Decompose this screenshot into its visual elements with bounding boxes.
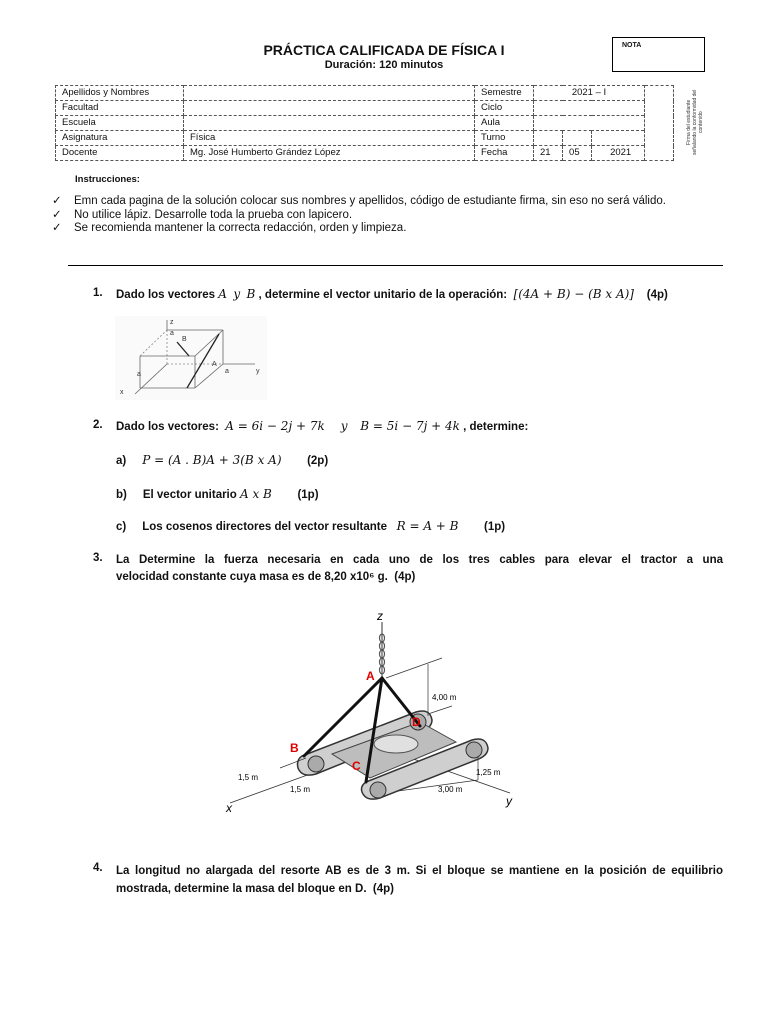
vector-b-definition: B = 5i − 7j + 4k [360,419,460,433]
vector-a: A [218,287,227,301]
axis-label-y: y [506,794,512,808]
table-row [56,116,674,131]
cycle-field[interactable] [534,101,645,116]
fig-label: B [182,336,187,343]
vector-a-definition: A = 6i − 2j + 7k [225,419,325,433]
question-number: 1. [93,287,103,299]
cube-figure [115,316,267,400]
dim-height: 4,00 m [432,693,457,702]
fig-label: A [212,361,217,368]
instruction-text: No utilice lápiz. Desarrolle toda la prueba con lapicero. [74,208,353,221]
instructions-list [52,195,732,236]
part-label: c) [116,521,127,533]
question-text-2: mostrada, determine la masa del bloque en D. [116,883,367,895]
axis-label-z: z [377,609,383,623]
question-4 [93,862,723,898]
dim-length: 3,00 m [438,785,463,794]
label-cell: Apellidos y Nombres [56,86,184,101]
label-cell: Fecha [475,146,534,161]
question-3 [93,552,723,586]
question-text: Dado los vectores: [116,421,219,433]
shift-field-1[interactable] [534,131,563,146]
table-row [56,101,674,116]
duration: Duración: 120 minutos [324,59,444,71]
point-c-label: C [352,759,361,773]
part-label: b) [116,489,127,501]
checkmark-icon: ✓ [52,195,62,207]
point-a-label: A [366,669,375,683]
signature-cell[interactable] [645,86,674,161]
list-item [52,222,732,236]
part-label: a) [116,455,127,467]
fig-label: a [170,330,174,337]
nota-label: NOTA [622,42,642,49]
student-info-table [55,85,674,161]
point-b-label: B [290,741,299,755]
label-cell: Aula [475,116,534,131]
question-text-2: , determine: [463,421,529,433]
faculty-field[interactable] [184,101,475,116]
conjunction: y [233,287,241,301]
part-text: Los cosenos directores del vector resultante [142,521,387,533]
date-month: 05 [563,146,592,161]
part-text: El vector unitario [142,489,237,501]
fig-label: x [120,389,124,396]
school-field[interactable] [184,116,475,131]
table-row [56,86,674,101]
point-d-label: D [412,715,421,729]
subject-value: Física [184,131,475,146]
fig-label: z [170,319,174,326]
question-text-2: velocidad constante cuya masa es de 8,20 x10⁶ g. [116,571,388,583]
label-cell: Turno [475,131,534,146]
shift-field-2[interactable] [563,131,592,146]
classroom-field[interactable] [534,116,645,131]
question-2c [116,519,505,533]
part-formula: P = (A . B)A + 3(B x A) [142,453,282,467]
fig-label: a [225,368,229,375]
date-year: 2021 [592,146,645,161]
table-row [56,146,674,161]
question-number: 4. [93,862,103,874]
question-text: La longitud no alargada del resorte AB es de 3 m. Si el bloque se mantiene en la posición de equilibrio [116,865,723,877]
name-field[interactable] [184,86,475,101]
question-text: Dado los vectores [116,289,216,301]
conjunction: y [340,419,348,433]
operation-formula: [(4A + B) − (B x A)] [513,287,634,301]
points: (1p) [297,489,319,501]
instruction-text: Emn cada pagina de la solución colocar sus nombres y apellidos, código de estudiante firma, sin eso no será válido. [74,195,666,207]
table-row [56,131,674,146]
signature-caption: Firma del estudiante señalando la conformidad del contenido [686,89,704,155]
part-formula: R = A + B [396,519,459,533]
points: (2p) [307,455,329,467]
vector-b: B [246,287,256,301]
dim-right: 1,25 m [476,768,501,777]
question-number: 3. [93,552,103,564]
dim-front: 1,5 m [290,785,311,794]
list-item [52,209,732,223]
teacher-value: Mg. José Humberto Grández López [184,146,475,161]
question-2a [116,453,328,467]
tractor-figure [220,608,530,818]
points: (1p) [484,521,506,533]
points: (4p) [394,571,416,583]
label-cell: Facultad [56,101,184,116]
part-formula: A x B [239,487,272,501]
list-item [52,195,732,209]
divider [68,265,723,266]
question-text: La Determine la fuerza necesaria en cada uno de los tres cables para elevar el tractor a una [116,554,723,566]
label-cell: Docente [56,146,184,161]
label-cell: Semestre [475,86,534,101]
shift-field-3[interactable] [592,131,645,146]
label-cell: Escuela [56,116,184,131]
points: (4p) [372,883,395,895]
dim-left: 1,5 m [238,773,259,782]
checkmark-icon: ✓ [52,222,62,234]
axis-label-x: x [226,801,232,815]
question-2b [116,487,319,501]
label-cell: Ciclo [475,101,534,116]
label-cell: Asignatura [56,131,184,146]
semester-value: 2021 – I [534,86,645,101]
nota-box [612,37,705,72]
instructions-heading: Instrucciones: [75,174,140,185]
fig-label: y [256,368,260,375]
question-number: 2. [93,419,103,431]
points: (4p) [646,289,668,301]
question-text-2: , determine el vector unitario de la operación: [258,289,508,301]
page-title: PRÁCTICA CALIFICADA DE FÍSICA I [263,42,505,58]
fig-label: a [137,371,141,378]
checkmark-icon: ✓ [52,208,62,221]
date-day: 21 [534,146,563,161]
instruction-text: Se recomienda mantener la correcta redacción, orden y limpieza. [74,222,407,234]
